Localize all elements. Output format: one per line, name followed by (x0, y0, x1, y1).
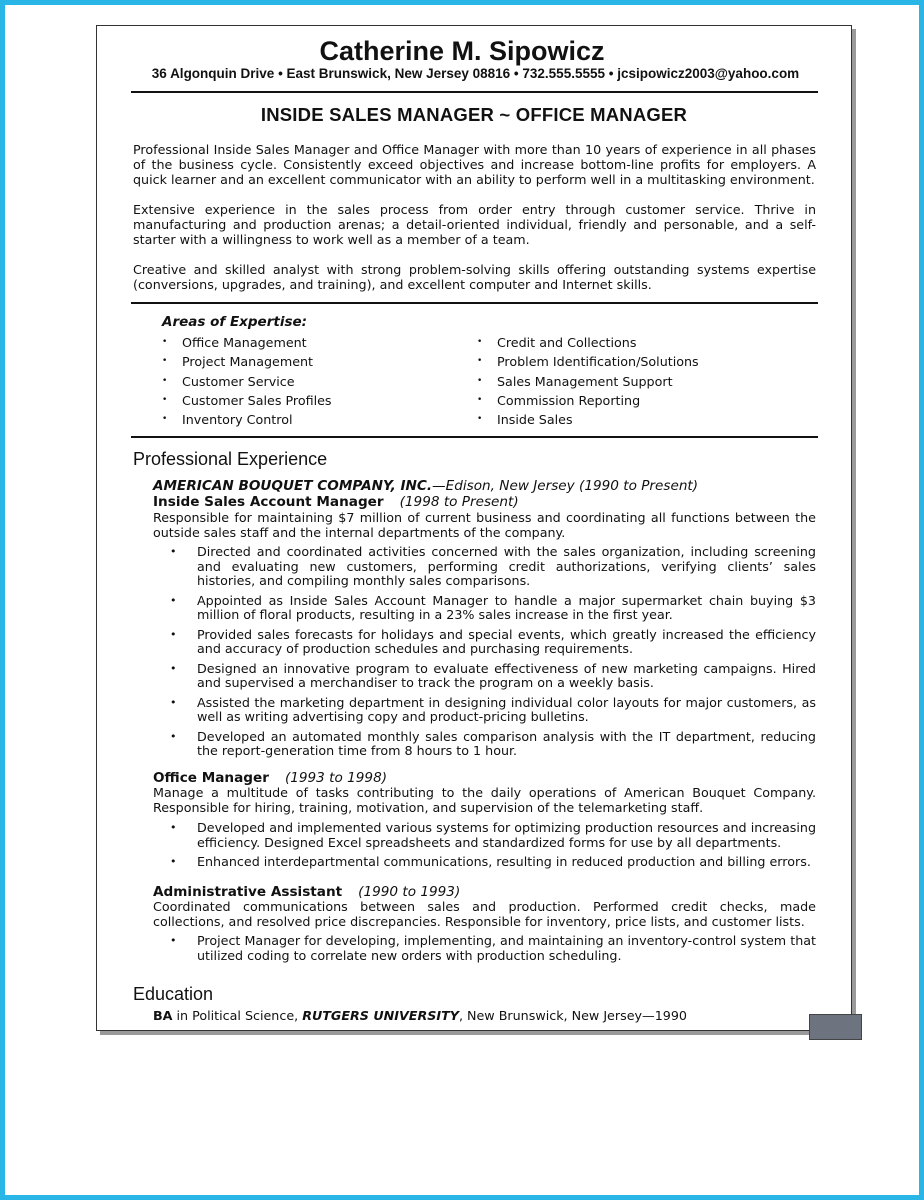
experience-section-title: Professional Experience (133, 449, 328, 469)
bullet-item: • Directed and coordinated activities concerned with the sales organization, including screening and evaluating new customers, performing credit authorizations, verifying clients’ sales histories, and compiling monthly sales comparisons. (153, 545, 816, 589)
bullet-item: • Enhanced interdepartmental communications, resulting in reduced production and billing errors. (153, 855, 816, 870)
bullet-item: • Designed an innovative program to evaluate effectiveness of new marketing campaigns. Hired and supervised a merchandiser to track the program on a weekly basis. (153, 662, 816, 691)
bullet-item: • Appointed as Inside Sales Account Manager to handle a major supermarket chain buying $3 million of floral products, resulting in a 23% sales increase in the first year. (153, 594, 816, 623)
expertise-item: • Sales Management Support (477, 372, 699, 391)
company-line (153, 478, 698, 494)
education-entry (153, 1008, 687, 1023)
education-section-title: Education (133, 984, 214, 1004)
role-description: Coordinated communications between sales and production. Performed credit checks, made collections, and resolved price discrepancies. Responsible for inventory, price lists, and customer lists. (153, 899, 816, 929)
role-bullets (153, 545, 816, 759)
expertise-item: • Customer Sales Profiles (162, 391, 332, 410)
summary-paragraph-1: Professional Inside Sales Manager and Office Manager with more than 10 years of experience in all phases of the business cycle. Consistently exceed objectives and increase bottom-line profits for employers. A quick learner and an excellent communicator with an ability to perform well in a multitasking environment. (133, 142, 816, 188)
bullet-item: • Provided sales forecasts for holidays and special events, which greatly increased the efficiency and accuracy of production schedules and purchasing requirements. (153, 628, 816, 657)
bullet-item: • Assisted the marketing department in designing individual color layouts for major customers, as well as writing advertising copy and product-pricing bulletins. (153, 696, 816, 725)
role-title (153, 494, 519, 510)
degree: BA (153, 1008, 173, 1023)
role-description: Manage a multitude of tasks contributing to the daily operations of American Bouquet Company. Responsible for hiring, training, motivation, and supervision of the telemarketing staff. (153, 785, 816, 815)
bullet-item: • Developed and implemented various systems for optimizing production resources and increasing efficiency. Designed Excel spreadsheets and standardized forms for use by all departments. (153, 821, 816, 850)
expertise-item: • Commission Reporting (477, 391, 699, 410)
expertise-item: • Customer Service (162, 372, 332, 391)
expertise-item: • Project Management (162, 352, 332, 371)
expertise-list-right (477, 333, 699, 429)
page-corner-tab (809, 1014, 862, 1040)
expertise-list-left (162, 333, 332, 429)
company-name: AMERICAN BOUQUET COMPANY, INC. (153, 478, 433, 494)
expertise-item: • Credit and Collections (477, 333, 699, 352)
bullet-item: • Project Manager for developing, implementing, and maintaining an inventory-control system that utilized coding to correlate new orders with production scheduling. (153, 934, 816, 963)
summary-paragraph-3: Creative and skilled analyst with strong problem-solving skills offering outstanding systems expertise (conversions, upgrades, and training), and excellent computer and Internet skills. (133, 262, 816, 293)
role-name: Inside Sales Account Manager (153, 494, 384, 510)
divider-expertise (131, 302, 818, 304)
school-location: , New Brunswick, New Jersey—1990 (458, 1008, 687, 1023)
expertise-item: • Inventory Control (162, 410, 332, 429)
role-dates: (1990 to 1993) (358, 884, 461, 900)
expertise-item: • Office Management (162, 333, 332, 352)
divider-top (131, 91, 818, 93)
contact-line: 36 Algonquin Drive • East Brunswick, New Jersey 08816 • 732.555.5555 • jcsipowicz2003@yahoo.com (151, 66, 800, 81)
role-description: Responsible for maintaining $7 million of current business and coordinating all functions between the outside sales staff and the internal departments of the company. (153, 510, 816, 540)
role-bullets (153, 821, 816, 870)
role-dates: (1993 to 1998) (284, 770, 388, 786)
bullet-item: • Developed an automated monthly sales comparison analysis with the IT department, reducing the report-generation time from 8 hours to 1 hour. (153, 730, 816, 759)
resume-headline: INSIDE SALES MANAGER ~ OFFICE MANAGER (260, 104, 688, 125)
degree-field: in Political Science, (172, 1008, 303, 1023)
divider-experience (131, 436, 818, 438)
expertise-item: • Problem Identification/Solutions (477, 352, 699, 371)
company-location: —Edison, New Jersey (1990 to Present) (432, 478, 699, 494)
expertise-item: • Inside Sales (477, 410, 699, 429)
role-title (153, 770, 387, 786)
school-name: RUTGERS UNIVERSITY (302, 1008, 459, 1023)
expertise-title: Areas of Expertise: (162, 314, 308, 330)
role-title (153, 884, 460, 900)
role-bullets (153, 934, 816, 963)
summary-paragraph-2: Extensive experience in the sales process from order entry through customer service. Thrive in manufacturing and production arenas; a detail-oriented individual, friendly and personable, and a self-starter with a willingness to work well as a member of a team. (133, 202, 816, 248)
role-name: Office Manager (153, 770, 269, 786)
role-name: Administrative Assistant (153, 884, 343, 900)
role-dates: (1998 to Present) (399, 494, 519, 510)
candidate-name: Catherine M. Sipowicz (319, 36, 605, 66)
